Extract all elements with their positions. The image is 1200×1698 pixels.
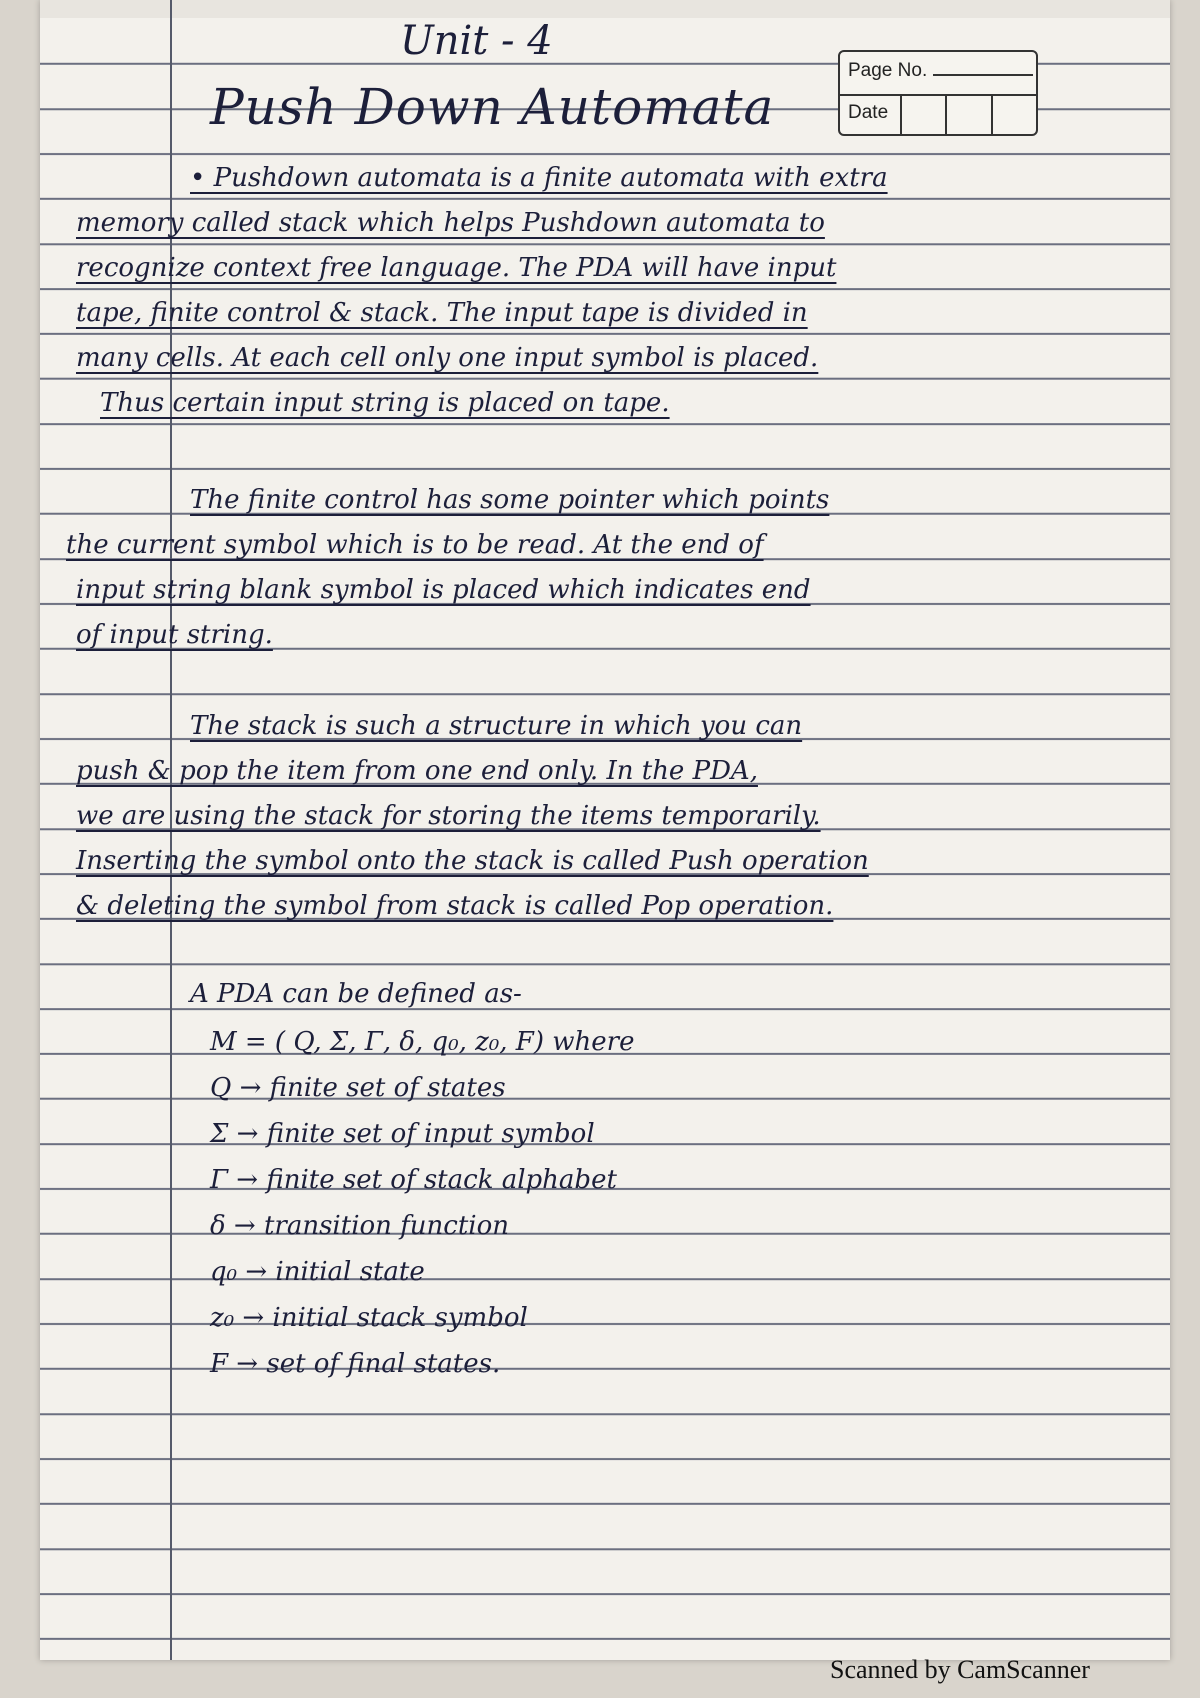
definition-item-q0: q₀ → initial state [210,1257,425,1287]
p1-line-6: Thus certain input string is placed on tape. [100,388,670,418]
p1-line-5: many cells. At each cell only one input symbol is placed. [76,343,819,373]
page-no-label: Page No. [848,60,928,81]
definition-item-f: F → set of final states. [210,1349,501,1379]
p3-line-5: & deleting the symbol from stack is called Pop operation. [76,891,834,921]
definition-item-gamma: Γ → finite set of stack alphabet [210,1165,617,1195]
scanner-watermark: Scanned by CamScanner [830,1655,1090,1684]
page-top-edge [40,0,1170,18]
unit-heading: Unit - 4 [400,18,553,64]
definition-item-z0: z₀ → initial stack symbol [210,1303,528,1333]
p1-line-3: recognize context free language. The PDA will have input [76,253,837,283]
p2-line-2: the current symbol which is to be read. At the end of [66,530,764,560]
p3-line-2: push & pop the item from one end only. In the PDA, [76,756,758,786]
p2-line-1: The finite control has some pointer which points [190,485,830,515]
date-label: Date [848,102,889,123]
notebook-page [40,0,1170,1660]
p1-line-1: • Pushdown automata is a finite automata with extra [190,163,888,193]
p3-line-3: we are using the stack for storing the items temporarily. [76,801,821,831]
definition-item-q: Q → finite set of states [210,1073,506,1103]
p1-line-2: memory called stack which helps Pushdown automata to [76,208,825,238]
definition-tuple: M = ( Q, Σ, Γ, δ, q₀, z₀, F) where [210,1027,635,1057]
definition-item-sigma: Σ → finite set of input symbol [210,1119,595,1149]
page-number-date-box [838,50,1038,136]
p3-line-4: Inserting the symbol onto the stack is called Push operation [76,846,869,876]
p2-line-4: of input string. [76,620,273,650]
p2-line-3: input string blank symbol is placed which indicates end [76,575,811,605]
definition-intro: A PDA can be defined as- [190,979,522,1009]
p1-line-4: tape, finite control & stack. The input tape is divided in [76,298,808,328]
p3-line-1: The stack is such a structure in which you can [190,711,803,741]
definition-item-delta: δ → transition function [210,1211,510,1241]
page-title: Push Down Automata [210,78,775,136]
